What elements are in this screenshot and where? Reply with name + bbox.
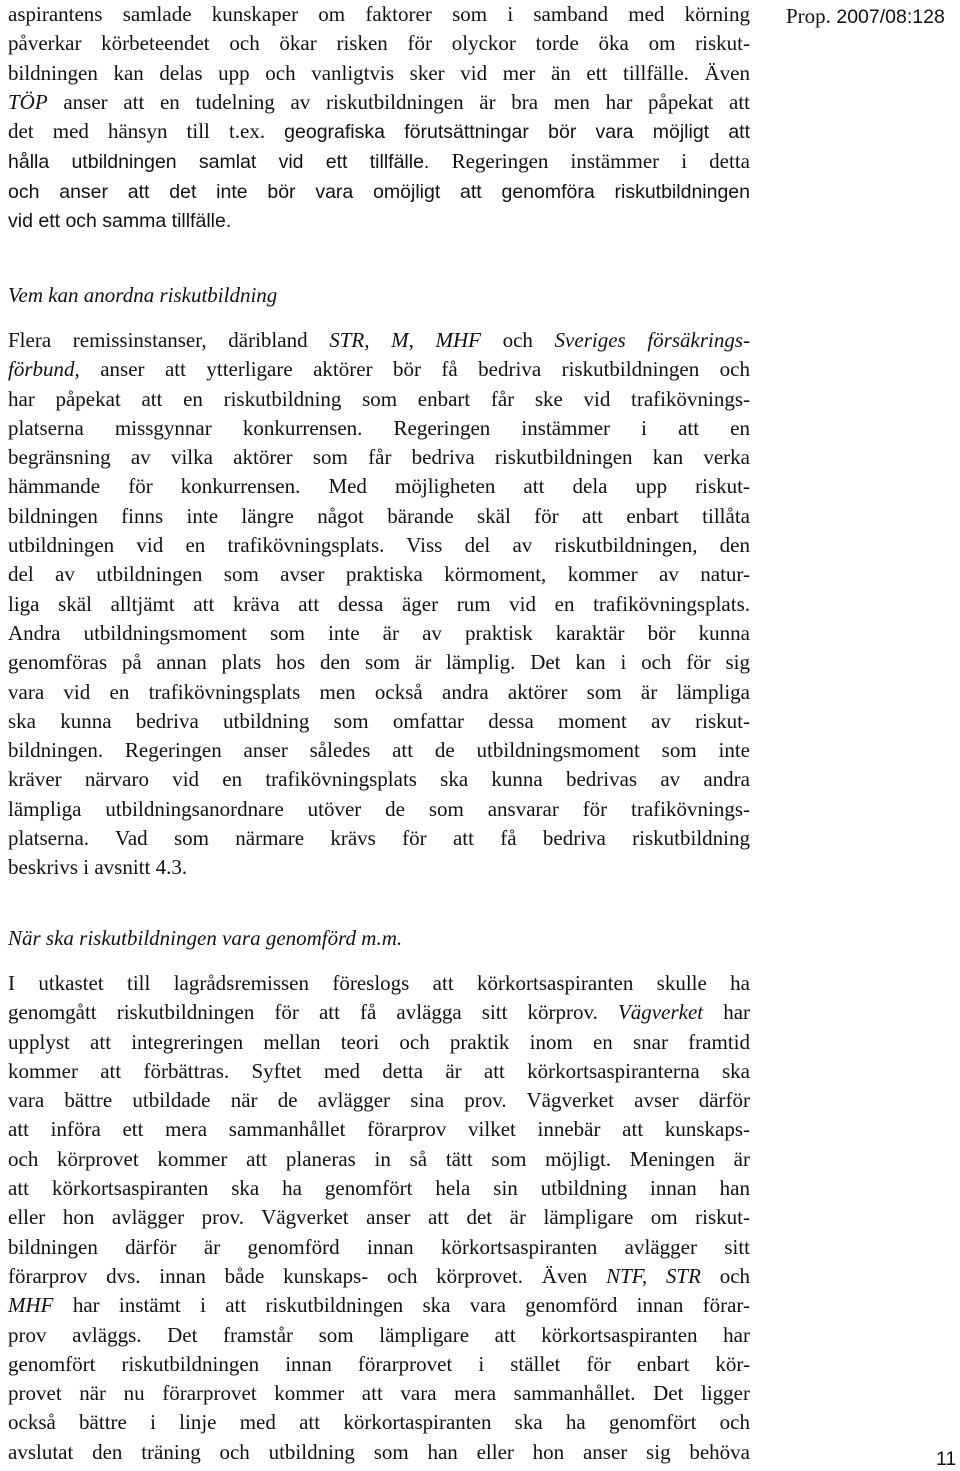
page-number: 11 [936,1448,957,1470]
text-line: avslutat den träning och utbildning som han eller hon anser sig behöva [8,1439,750,1464]
org-name: Vägverket [617,1000,704,1025]
text-line: provet när nu förarprovet kommer att vara mera sammanhållet. Det ligger [8,1381,750,1406]
text-line: hämmande för konkurrensen. Med möjligheten att dela upp riskut- [8,474,750,499]
paragraph-when-completed [8,969,750,1467]
text-line: hålla utbildningen samlat vid ett tillfälle. Regeringen instämmer i detta [8,149,750,174]
org-name: Sveriges försäkrings- [554,328,750,352]
text-line: vid ett och samma tillfälle. [8,210,232,233]
text-line: vara vid en trafikövningsplats men också andra aktörer som är lämpliga [8,679,750,704]
org-name: förbund, [8,357,80,382]
text-line: aspirantens samlade kunskaper om faktorer som i samband med körning [8,2,750,26]
text-line: prov avläggs. Det framstår som lämpligare att körkortsaspiranten har [8,1322,750,1347]
org-name: TÖP [8,89,48,114]
text-line: platserna missgynnar konkurrensen. Regeringen instämmer i att en [8,415,750,440]
text-line: också bättre i linje med att körkortaspiranten ska ha genomfört och [8,1410,750,1435]
text-line: och anser att det inte bör vara omöjligt att genomföra riskutbildningen [8,180,750,203]
text-line: vara bättre utbildade när de avlägger sina prov. Vägverket avser därför [8,1088,750,1113]
text-line: förbund, anser att ytterligare aktörer bör få bedriva riskutbildningen och [8,357,750,382]
org-name: STR, M, MHF [329,328,481,352]
org-name: MHF [8,1293,54,1318]
prop-label: Prop. [786,4,831,28]
text-line: Andra utbildningsmoment som inte är av praktisk karaktär bör kunna [8,620,750,645]
paragraph-continued [8,0,750,236]
text-line: utbildningen vid en trafikövningsplats. Viss del av riskutbildningen, den [8,533,750,558]
text-line: det med hänsyn till t.ex. geografiska förutsättningar bör vara möjligt att [8,119,750,144]
text-line: eller hon avlägger prov. Vägverket anser att det är lämpligare om riskut- [8,1205,750,1230]
text-line: har påpekat att en riskutbildning som enbart får ske vid trafikövnings- [8,386,750,411]
text-line: förarprov dvs. innan både kunskaps- och körprovet. Även NTF, STR och [8,1263,751,1288]
text-line: upplyst att integreringen mellan teori och praktik inom en snar framtid [8,1029,750,1054]
text-line: bildningen kan delas upp och vanligtvis sker vid mer än ett tillfälle. Även [8,60,750,85]
text-line: genomgått riskutbildningen för att få avlägga sitt körprov. Vägverket har [8,1000,751,1025]
section-heading: När ska riskutbildningen vara genomförd m.m. [8,926,403,950]
text-line: TÖP anser att en tudelning av riskutbildningen är bra men har påpekat att [8,89,750,114]
text-line: del av utbildningen som avser praktiska körmoment, kommer av natur- [8,562,750,587]
sans-text: geografiska förutsättningar bör vara möjligt att [284,121,750,144]
text-line: bildningen därför är genomförd innan körkortsaspiranten avlägger sitt [8,1234,750,1259]
text-line: liga skäl alltjämt att kräva att dessa äger rum vid en trafikövningsplats. [8,591,750,616]
text-line: genomfört riskutbildningen innan förarprovet i stället för enbart kör- [8,1351,750,1376]
org-name: NTF, STR [606,1263,701,1288]
text-line: beskrivs i avsnitt 4.3. [8,855,188,880]
prop-number: 2007/08:128 [836,6,945,28]
text-line: och körprovet kommer att planeras in så tätt som möjligt. Meningen är [8,1146,750,1171]
paragraph-who-may-arrange [8,326,750,883]
text-line: begränsning av vilka aktörer som får bedriva riskutbildningen kan verka [8,445,750,470]
text-line: kräver närvaro vid en trafikövningsplats ska kunna bedrivas av andra [8,767,750,792]
text-line: lämpliga utbildningsanordnare utöver de som ansvarar för trafikövnings- [8,796,750,821]
text-line: ska kunna bedriva utbildning som omfattar dessa moment av riskut- [8,708,750,733]
section-heading: Vem kan anordna riskutbildning [8,283,278,307]
text-line: I utkastet till lagrådsremissen föreslogs att körkortsaspiranten skulle ha [8,971,750,995]
text-line: att införa ett mera sammanhållet förarprov vilket innebär att kunskaps- [8,1117,750,1142]
text-line: bildningen finns inte längre något bärande skäl för att enbart tillåta [8,503,750,528]
text-line: MHF har instämt i att riskutbildningen ska vara genomförd innan förar- [8,1293,750,1318]
text-line: bildningen. Regeringen anser således att de utbildningsmoment som inte [8,738,750,763]
text-line: påverkar körbeteendet och ökar risken för olyckor torde öka om riskut- [8,31,750,56]
document-reference [786,4,945,29]
text-line: att körkortsaspiranten ska ha genomfört hela sin utbildning innan han [8,1176,750,1201]
text-line: platserna. Vad som närmare krävs för att få bedriva riskutbildning [8,826,750,851]
text-line: genomföras på annan plats hos den som är lämplig. Det kan i och för sig [8,650,750,675]
text-line: kommer att förbättras. Syftet med detta är att körkortsaspiranterna ska [8,1058,750,1083]
text-line: Flera remissinstanser, däribland STR, M, MHF och Sveriges försäkrings- [8,328,750,352]
